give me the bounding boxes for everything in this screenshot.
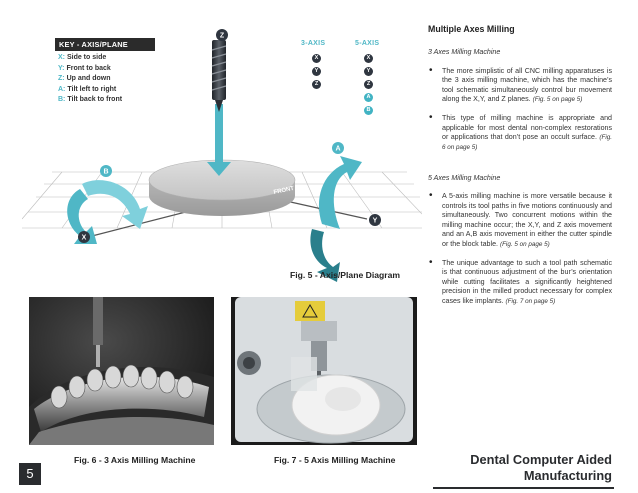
fig7-caption: Fig. 7 - 5 Axis Milling Machine: [274, 455, 396, 465]
three-axis-y-icon: Y: [312, 67, 321, 76]
subheading-3-axes: 3 Axes Milling Machine: [428, 48, 501, 57]
fig6-photo: [29, 297, 214, 445]
paragraph-4: • The unique advantage to such a tool path schematic is that continuous adjustment of the bur’s orientation while cutting facilitates a significantly heightened precision in the milled product necessary for complex cases like implants. (Fig. 7 on page 5): [428, 259, 612, 306]
b-marker-label: B: [103, 168, 109, 176]
a-rotation-arrow: [310, 156, 362, 282]
key-item-y: Y: Front to back: [58, 64, 111, 72]
key-item-x: X: Side to side: [58, 54, 107, 61]
a-marker-label: A: [335, 145, 341, 153]
fig7-photo: [231, 297, 417, 445]
page-number: 5: [19, 463, 41, 485]
three-axis-x-icon: X: [312, 54, 321, 63]
axis-key-title: KEY - AXIS/PLANE: [55, 38, 155, 51]
z-marker-label: Z: [219, 32, 225, 40]
x-marker-label: X: [81, 234, 87, 242]
y-marker-label: Y: [372, 217, 378, 225]
fig5-caption: Fig. 5 - Axis/Plane Diagram: [290, 270, 401, 280]
five-axis-a-icon: A: [364, 93, 373, 102]
footer-title-line1: Dental Computer Aided: [470, 452, 612, 467]
article-heading: Multiple Axes Milling: [428, 24, 515, 34]
ref-2: (Fig. 6 on page 5): [442, 134, 612, 151]
axis-key: [55, 38, 155, 106]
fig6-caption: Fig. 6 - 3 Axis Milling Machine: [74, 455, 196, 465]
three-axis-header: 3-AXIS: [301, 40, 326, 47]
ref-3: (Fig. 5 on page 5): [499, 240, 550, 248]
five-axis-z-icon: Z: [364, 80, 373, 89]
article-column: [428, 25, 612, 316]
subheading-5-axes: 5 Axes Milling Machine: [428, 174, 501, 183]
five-axis-y-icon: Y: [364, 67, 373, 76]
paragraph-1: • The more simplistic of all CNC milling apparatuses is the 3 axis milling machine, which has the machine’s tool schematic simultaneously control bur movement along the X,Y, and Z planes. (Fig. 5 on page 5): [428, 67, 612, 105]
footer-title-line2: Manufacturing: [523, 468, 612, 483]
key-item-a: A: Tilt left to right: [58, 85, 117, 93]
footer-rule: [433, 487, 614, 489]
front-label: FRONT: [273, 185, 295, 196]
paragraph-3: • A 5-axis milling machine is more versatile because it controls its tool paths in five motions continuously and simultaneously. Two concurrent motions within the milling machine occur; the X,Y, and Z axis movement and an A,B axis movement in either the cutter spindle or the block table. (Fig. 5 on page 5): [428, 192, 612, 248]
ref-1: (Fig. 5 on page 5): [532, 96, 583, 104]
five-axis-x-icon: X: [364, 54, 373, 63]
five-axis-header: 5-AXIS: [355, 40, 380, 47]
bur-tool-graphic: [212, 40, 226, 112]
key-item-b: B: Tilt back to front: [58, 96, 123, 103]
ref-4: (Fig. 7 on page 5): [505, 297, 556, 305]
key-item-z: Z: Up and down: [58, 75, 111, 82]
five-axis-b-icon: B: [364, 106, 373, 115]
three-axis-z-icon: Z: [312, 80, 321, 89]
paragraph-2: • This type of milling machine is appropriate and applicable for most dental non-complex restorations or applications that don’t pose an occult surface. (Fig. 6 on page 5): [428, 114, 612, 152]
z-down-arrow: [207, 104, 231, 176]
